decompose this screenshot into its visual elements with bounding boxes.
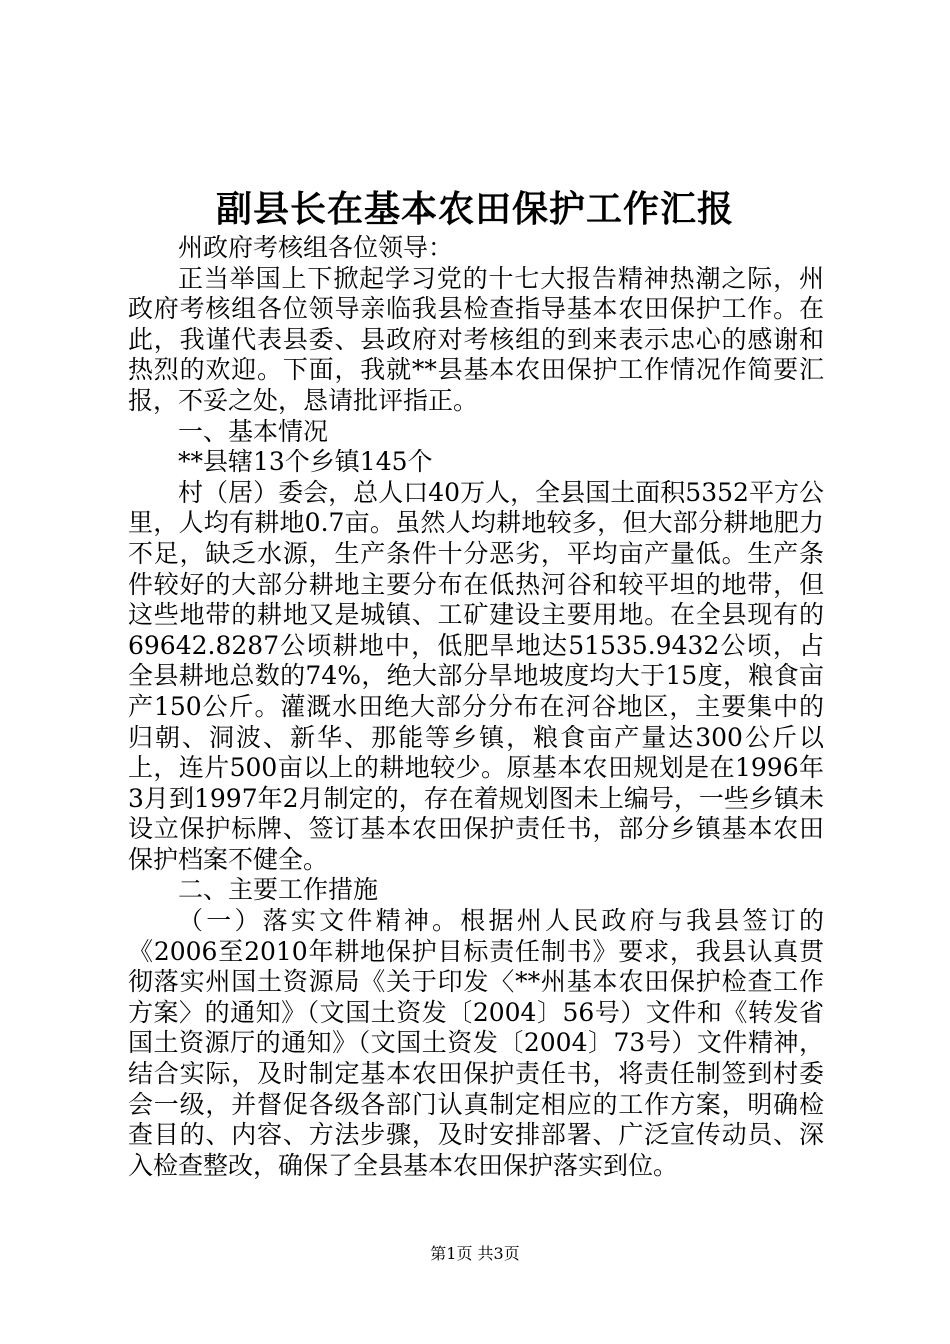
section-heading-basic: 一、基本情况	[178, 416, 329, 446]
page-footer: 第1页 共3页	[430, 1244, 520, 1263]
measure-one-paragraph: （一）落实文件精神。根据州人民政府与我县签订的《2006至2010年耕地保护目标责任制书》要求，我县认真贯彻落实州国土资源局《关于印发〈**州基本农田保护检查工作方案〉的通知》（文国土资发〔2004〕56号）文件和《转发省国土资源厅的通知》（文国土资发〔2004〕73号）文件精神，结合实际，及时制定基本农田保护责任书，将责任制签到村委会一级，并督促各级各部门认真制定相应的工作方案，明确检查目的、内容、方法步骤，及时安排部署、广泛宣传动员、深入检查整改，确保了全县基本农田保护落实到位。	[128, 906, 824, 1180]
salutation-paragraph: 州政府考核组各位领导：	[178, 233, 454, 262]
document-title: 副县长在基本农田保护工作汇报	[215, 188, 734, 230]
county-summary-line: **县辖13个乡镇145个	[178, 447, 433, 477]
basic-situation-paragraph: 村（居）委会，总人口40万人，全县国土面积5352平方公里，人均有耕地0.7亩。虽然人均耕地较多，但大部分耕地肥力不足，缺乏水源，生产条件十分恶劣，平均亩产量低。生产条件较好的大部分耕地主要分布在低热河谷和较平坦的地带，但这些地带的耕地又是城镇、工矿建设主要用地。在全县现有的69642.8287公顷耕地中，低肥旱地达51535.9432公顷，占全县耕地总数的74%，绝大部分旱地坡度均大于15度，粮食亩产150公斤。灌溉水田绝大部分分布在河谷地区，主要集中的归朝、洞波、新华、那能等乡镇，粮食亩产量达300公斤以上，连片500亩以上的耕地较少。原基本农田规划是在1996年3月到1997年2月制定的，存在着规划图未上编号，一些乡镇未设立保护标牌、签订基本农田保护责任书，部分乡镇基本农田保护档案不健全。	[128, 477, 824, 874]
section-heading-measures: 二、主要工作措施	[178, 875, 379, 905]
document-body	[128, 233, 824, 1181]
intro-paragraph: 正当举国上下掀起学习党的十七大报告精神热潮之际，州政府考核组各位领导亲临我县检查指导基本农田保护工作。在此，我谨代表县委、县政府对考核组的到来表示忠心的感谢和热烈的欢迎。下面，我就**县基本农田保护工作情况作简要汇报，不妥之处，恳请批评指正。	[128, 263, 824, 415]
